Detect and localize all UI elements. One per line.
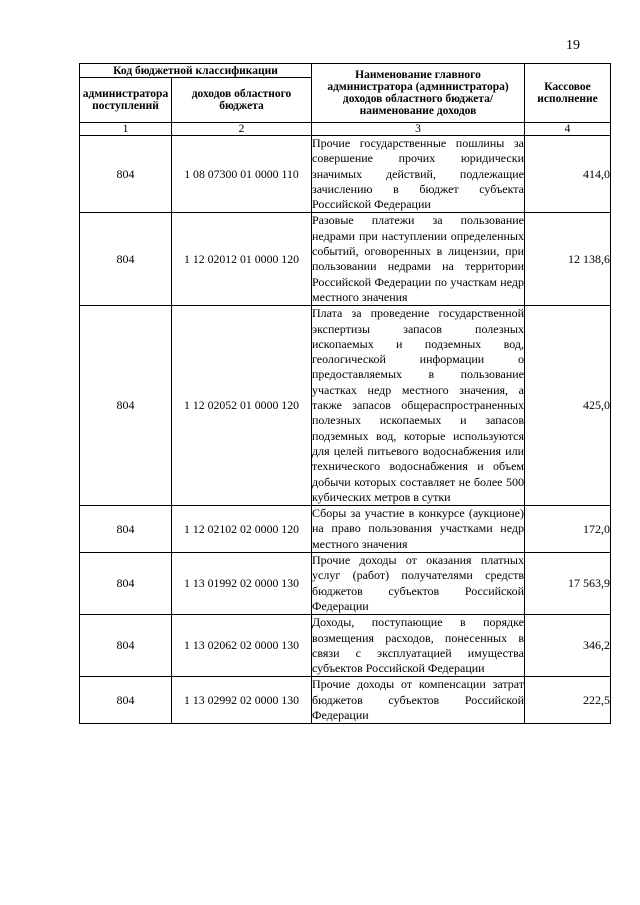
- column-number: 1: [80, 123, 172, 136]
- header-name: Наименование главного администратора (администратора) доходов областного бюджета/ наименование доходов: [312, 64, 525, 123]
- admin-code-cell: 804: [80, 677, 172, 724]
- table-row: [80, 306, 611, 506]
- header-administrator: администратора поступлений: [80, 78, 172, 123]
- revenue-code-cell: 1 08 07300 01 0000 110: [172, 136, 312, 213]
- revenue-name-cell: Прочие доходы от оказания платных услуг (работ) получателями средств бюджетов субъектов Российской Федерации: [312, 553, 524, 613]
- admin-code-cell: 804: [80, 615, 172, 677]
- revenue-name-cell: Разовые платежи за пользование недрами при наступлении определенных событий, оговоренных в лицензии, при пользовании недрами на территории Российской Федерации по участкам недр местного значения: [312, 213, 524, 304]
- revenue-code-cell: 1 12 02012 01 0000 120: [172, 213, 312, 306]
- revenue-code-cell: 1 12 02102 02 0000 120: [172, 506, 312, 553]
- table-row: [80, 553, 611, 615]
- revenue-name-cell: Прочие доходы от компенсации затрат бюджетов субъектов Российской Федерации: [312, 677, 524, 722]
- table-row: [80, 615, 611, 677]
- page-number: 19: [566, 38, 580, 53]
- header-revenue-code: доходов областного бюджета: [172, 78, 312, 123]
- amount-cell: 172,0: [525, 506, 611, 553]
- header-classification-code: Код бюджетной классификации: [80, 64, 312, 78]
- revenue-code-cell: 1 12 02052 01 0000 120: [172, 306, 312, 506]
- column-number-row: [80, 123, 611, 136]
- admin-code-cell: 804: [80, 306, 172, 506]
- budget-revenue-table: [79, 63, 611, 724]
- column-number: 4: [525, 123, 611, 136]
- header-amount: Кассовое исполнение: [525, 64, 611, 123]
- admin-code-cell: 804: [80, 213, 172, 306]
- admin-code-cell: 804: [80, 136, 172, 213]
- revenue-name-cell: Доходы, поступающие в порядке возмещения расходов, понесенных в связи с эксплуатацией имущества субъектов Российской Федерации: [312, 615, 524, 676]
- revenue-name-cell: Прочие государственные пошлины за совершение прочих юридически значимых действий, подлежащие зачислению в бюджет субъекта Российской Федерации: [312, 136, 524, 212]
- revenue-code-cell: 1 13 02992 02 0000 130: [172, 677, 312, 724]
- column-number: 2: [172, 123, 312, 136]
- amount-cell: 346,2: [525, 615, 611, 677]
- amount-cell: 17 563,9: [525, 553, 611, 615]
- table-row: [80, 213, 611, 306]
- amount-cell: 414,0: [525, 136, 611, 213]
- admin-code-cell: 804: [80, 506, 172, 553]
- revenue-code-cell: 1 13 02062 02 0000 130: [172, 615, 312, 677]
- amount-cell: 425,0: [525, 306, 611, 506]
- revenue-name-cell: Плата за проведение государственной экспертизы запасов полезных ископаемых и подземных вод, геологической информации о предоставляемых в пользование участках недр местного значения, а также запасов общераспространенных полезных ископаемых и запасов подземных вод, которые используются для целей питьевого водоснабжения или технического водоснабжения и объем добычи которых составляет не более 500 кубических метров в сутки: [312, 306, 524, 504]
- table-row: [80, 506, 611, 553]
- revenue-code-cell: 1 13 01992 02 0000 130: [172, 553, 312, 615]
- column-number: 3: [312, 123, 525, 136]
- table-row: [80, 136, 611, 213]
- revenue-name-cell: Сборы за участие в конкурсе (аукционе) на право пользования участками недр местного значения: [312, 506, 524, 551]
- amount-cell: 12 138,6: [525, 213, 611, 306]
- table-row: [80, 677, 611, 724]
- admin-code-cell: 804: [80, 553, 172, 615]
- amount-cell: 222,5: [525, 677, 611, 724]
